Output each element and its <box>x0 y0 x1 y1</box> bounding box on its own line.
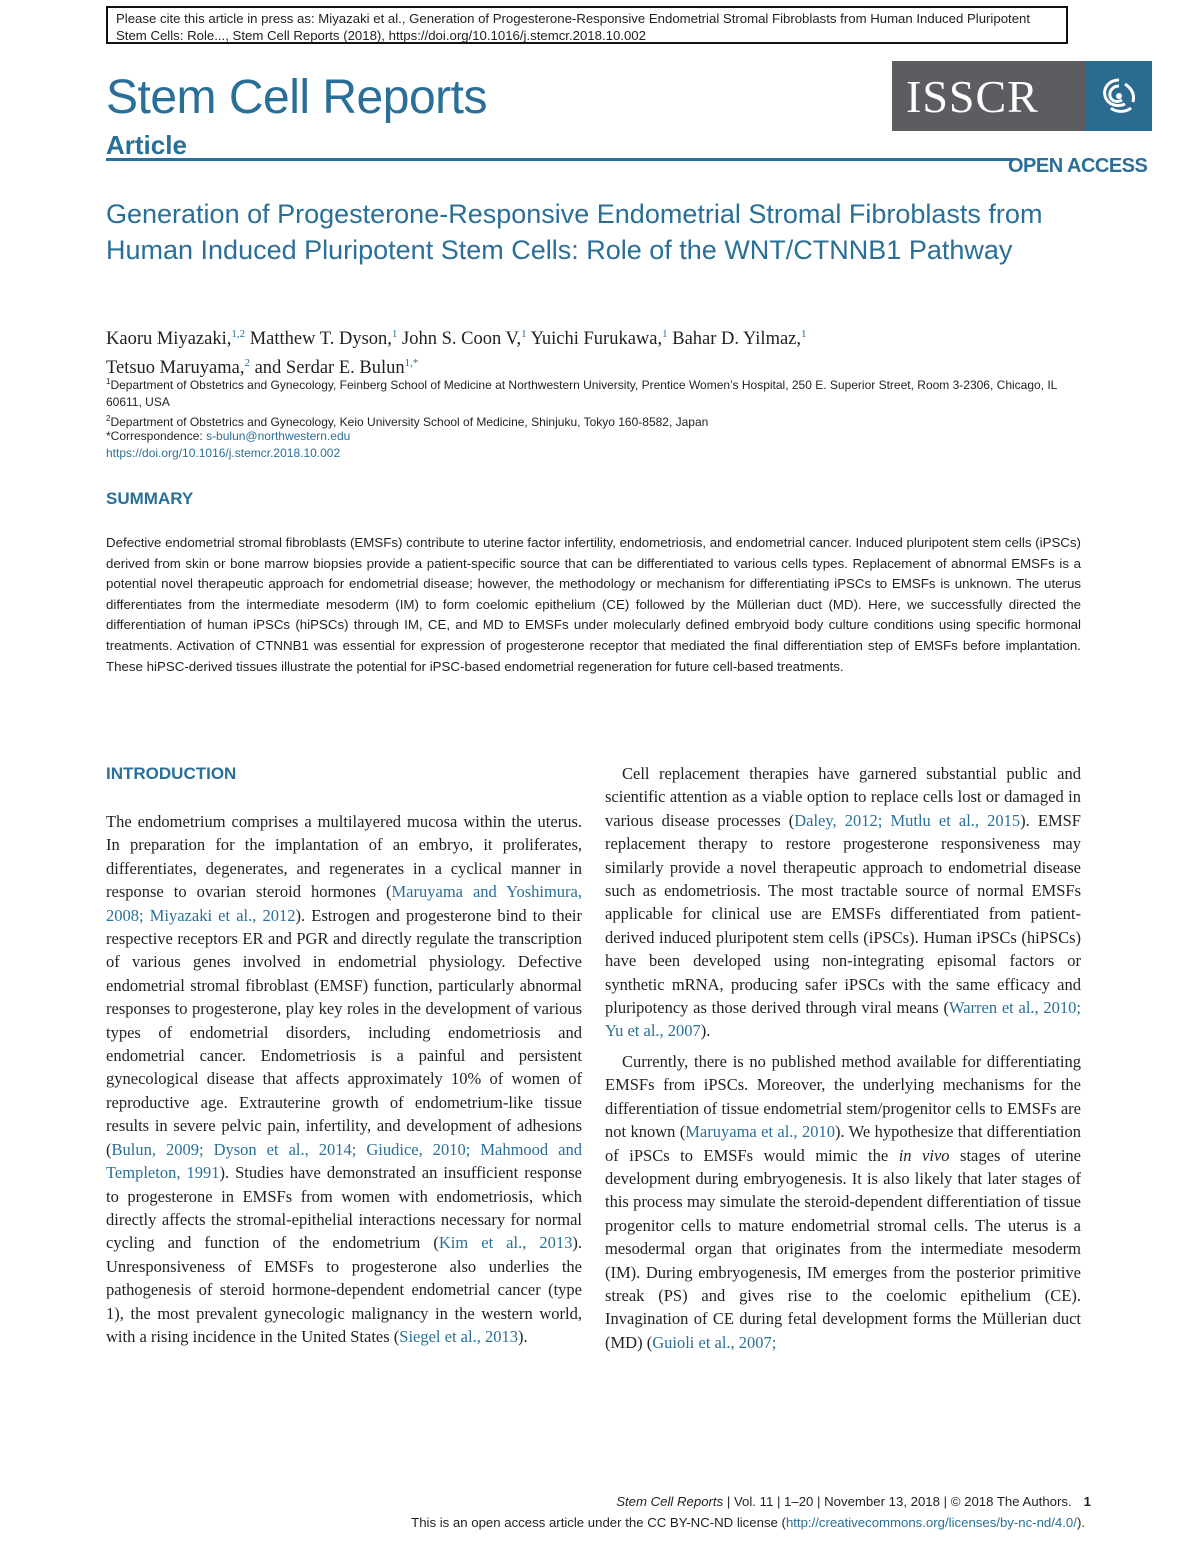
affiliation-2: $^2$Department of Obstetrics and Gynecology, Keio University School of Medicine, Shinjuku, Tokyo 160-8582, Japan <box>106 414 709 429</box>
footer-license: This is an open access article under the CC BY-NC-ND license (http://creativecommons.org/licenses/by-nc-nd/4.0/). <box>411 1515 1085 1530</box>
article-title: Generation of Progesterone-Responsive Endometrial Stromal Fibroblasts from Human Induced Pluripotent Stem Cells: Role of the WNT/CTNNB1 Pathway <box>106 199 1043 265</box>
isscr-logo-text: ISSCR <box>906 70 1039 122</box>
citation-link[interactable]: Guioli et al., 2007; <box>652 1332 777 1352</box>
citation-link[interactable]: Maruyama and Yoshimura, 2008; Miyazaki et al., 2012 <box>106 882 582 925</box>
intro-paragraph-3: Currently, there is no published method available for differentiating EMSFs from iPSCs. Moreover, the underlying mechanisms for the differentiation of tissue endometrial stem/progenitor cells to EMSFs are not known (Maruyama et al., 2010). We hypothesize that differentiation of iPSCs to EMSFs would mimic the in vivo stages of uterine development during embryogenesis. It is also likely that later stages of this process may simulate the steroid-dependent differentiation of tissue progenitor cells to mature endometrial stromal cells. The uterus is a mesodermal organ that originates from the intermediate mesoderm (IM). During embryogenesis, IM emerges from the posterior primitive streak (PS) and gives rise to the coelomic epithelium (CE). Invagination of CE during fetal development forms the Müllerian duct (MD) (Guioli et al., 2007; <box>605 1051 1082 1352</box>
author-6[interactable]: Tetsuo Maruyama,$^2$ <box>106 357 250 379</box>
citation-link[interactable]: Bulun, 2009; Dyson et al., 2014; Giudice, 2010; Mahmood and Templeton, 1991 <box>106 1139 582 1183</box>
citation-link[interactable]: Daley, 2012; Mutlu et al., 2015 <box>794 810 1021 830</box>
author-2[interactable]: Matthew T. Dyson,$^1$ <box>245 328 398 350</box>
citation-link[interactable]: Siegel et al., 2013 <box>399 1326 518 1346</box>
doi-link[interactable]: https://doi.org/10.1016/j.stemcr.2018.10.002 <box>106 446 341 460</box>
citation-notice-text: Please cite this article in press as: Miyazaki et al., Generation of Progesterone-Responsive Endometrial Stromal Fibroblasts from Human Induced Pluripotent Stem Cells: Role..., Stem Cell Reports (2018), https://doi.org/10.1016/j.stemcr.2018.10.002 <box>116 11 1031 43</box>
footer-citation: Stem Cell Reports | Vol. 11 | 1–20 | November 13, 2018 | © 2018 The Authors. 1 <box>616 1494 1091 1509</box>
introduction-heading: INTRODUCTION <box>106 764 237 783</box>
intro-right-column <box>605 762 1081 1354</box>
author-1[interactable]: Kaoru Miyazaki,$^{1,2}$ <box>106 328 246 350</box>
author-3[interactable]: John S. Coon V,$^1$ <box>397 328 527 350</box>
citation-notice <box>106 6 1068 44</box>
author-5[interactable]: Bahar D. Yilmaz,$^1$ <box>667 328 807 350</box>
license-link[interactable]: http://creativecommons.org/licenses/by-nc-nd/4.0/ <box>785 1515 1077 1530</box>
open-access-label: OPEN ACCESS <box>1008 155 1148 177</box>
isscr-emblem-icon <box>1086 61 1152 131</box>
citation-link[interactable]: Warren et al., 2010; Yu et al., 2007 <box>605 998 1082 1041</box>
open-access-rule <box>106 158 1014 161</box>
intro-left-column <box>106 810 582 1348</box>
correspondence-email-link[interactable]: s-bulun@northwestern.edu <box>206 429 351 443</box>
isscr-logo[interactable] <box>892 61 1152 131</box>
author-4[interactable]: Yuichi Furukawa,$^1$ <box>526 328 668 350</box>
affiliation-1: $^1$Department of Obstetrics and Gynecology, Feinberg School of Medicine at Northwestern University, Prentice Women’s Hospital, 250 E. Superior Street, Room 3-2306, Chicago, IL 60611, USA <box>106 377 1057 409</box>
doi-line <box>106 445 1086 462</box>
author-7[interactable]: and Serdar E. Bulun$^{1,*}$ <box>249 357 419 379</box>
journal-name[interactable]: Stem Cell Reports <box>106 71 487 124</box>
intro-paragraph-2: Cell replacement therapies have garnered substantial public and scientific attention as a viable option to replace cells lost or damaged in various disease processes (Daley, 2012; Mutlu et al., 2015). EMSF replacement therapy to restore progesterone responsiveness may similarly provide a novel therapeutic approach to endometrial disease such as endometriosis. The most tractable source of normal EMSFs applicable for clinical use are EMSFs differentiated from patient-derived induced pluripotent stem cells (iPSCs). Human iPSCs (hiPSCs) have been developed using non-integrating episomal factors or synthetic mRNA, producing safer iPSCs with the same efficacy and pluripotency as those derived through viral means (Warren et al., 2010; Yu et al., 2007). <box>605 764 1082 1041</box>
author-list <box>106 322 1086 380</box>
citation-link[interactable]: Maruyama et al., 2010 <box>685 1122 835 1142</box>
citation-link[interactable]: Kim et al., 2013 <box>438 1233 573 1253</box>
summary-heading: SUMMARY <box>106 489 194 508</box>
article-type: Article <box>106 130 187 160</box>
summary-text: Defective endometrial stromal fibroblasts (EMSFs) contribute to uterine factor infertility, endometriosis, and endometrial cancer. Induced pluripotent stem cells (iPSCs) derived from skin or bone marrow biopsies provide a patient-specific source that can be differentiated to various cells types. Replacement of abnormal EMSFs is a potential novel therapeutic approach for endometrial disease; however, the methodology or mechanism for differentiating iPSCs to EMSFs is unknown. The uterus differentiates from the intermediate mesoderm (IM) to form coelomic epithelium (CE) followed by the Müllerian duct (MD). Here, we successfully directed the differentiation of human iPSCs (hiPSCs) through IM, CE, and MD to EMSFs under molecularly defined embryoid body culture conditions using specific hormonal treatments. Activation of CTNNB1 was essential for expression of progesterone receptor that mediated the final differentiation step of EMSFs before implantation. These hiPSC-derived tissues illustrate the potential for iPSC-based endometrial regeneration for future cell-based treatments. <box>106 535 1081 674</box>
intro-paragraph-1: The endometrium comprises a multilayered mucosa within the uterus. In preparation for the implantation of an embryo, it proliferates, differentiates, degenerates, and regenerates in a cyclical manner in response to ovarian steroid hormones (Maruyama and Yoshimura, 2008; Miyazaki et al., 2012). Estrogen and progesterone bind to their respective receptors ER and PGR and directly regulate the transcription of various genes involved in endometrial physiology. Defective endometrial stromal fibroblast (EMSF) function, particularly abnormal responses to progesterone, play key roles in the development of various types of endometrial disorders, including endometriosis and endometrial cancer. Endometriosis is a painful and persistent gynecological disease that affects approximately 10% of women of reproductive age. Extrauterine growth of endometrium-like tissue results in severe pelvic pain, infertility, and development of adhesions (Bulun, 2009; Dyson et al., 2014; Giudice, 2010; Mahmood and Templeton, 1991). Studies have demonstrated an insufficient response to progesterone in EMSFs from women with endometriosis, which directly affects the stromal-epithelial interactions necessary for normal cycling and function of the endometrium (Kim et al., 2013). Unresponsiveness of EMSFs to progesterone also underlies the pathogenesis of steroid hormone-dependent endometrial cancer (type 1), the most prevalent gynecologic malignancy in the western world, with a rising incidence in the United States (Siegel et al., 2013). <box>106 812 583 1346</box>
page-number: 1 <box>1083 1494 1091 1509</box>
correspondence: *Correspondence: s-bulun@northwestern.edu <box>106 429 351 443</box>
